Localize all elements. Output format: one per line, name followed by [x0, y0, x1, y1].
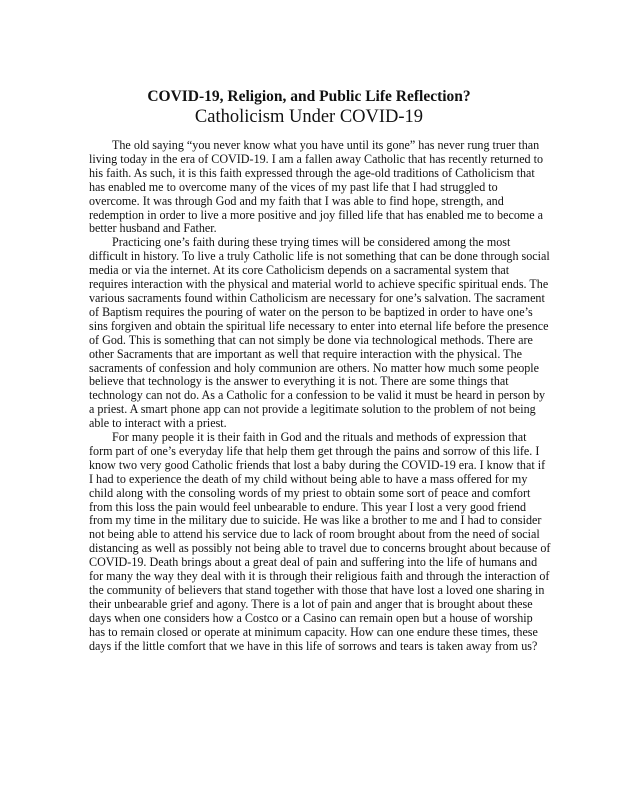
paragraph-1: The old saying “you never know what you have until its gone” has never rung truer than living today in the era of COVID-19. I am a fallen away Catholic that has recently returned to his faith. As such, it is this faith expressed through the age-old traditions of Catholicism that has enabled me to overcome many of the vices of my past life that I had struggled to overcome. It was through God and my faith that I was able to find hope, strength, and redemption in order to live a more positive and joy filled life that has enabled me to become a better husband and Father.: [89, 138, 544, 236]
document-subtitle: Catholicism Under COVID-19: [194, 107, 424, 127]
paragraph-3: For many people it is their faith in God and the rituals and methods of expression that form part of one’s everyday life that help them get through the pains and sorrow of this life. I know two very good Catholic friends that lost a baby during the COVID-19 era. I know that if I had to experience the death of my child without being able to have a mass offered for my child along with the consoling words of my priest to obtain some sort of peace and comfort from this loss the pain would feel unbearable to endure. This year I lost a very good friend from my time in the military due to suicide. He was like a brother to me and I had to consider not being able to attend his service due to lack of room brought about from the need of social distancing as well as possibly not being able to travel due to concerns brought about because of COVID-19. Death brings about a great deal of pain and suffering into the life of humans and for many the way they deal with it is through their religious faith and through the interaction of the community of believers that stand together with those that have lost a loved one sharing in their unbearable grief and agony. There is a lot of pain and anger that is brought about these days when one considers how a Costco or a Casino can remain open but a house of worship has to remain closed or operate at minimum capacity. How can one endure these times, these days if the little comfort that we have in this life of sorrows and tears is taken away from us?: [89, 430, 551, 653]
document-body: [89, 139, 551, 654]
paragraph-2: Practicing one’s faith during these trying times will be considered among the most difficult in history. To live a truly Catholic life is not something that can be done through social media or via the internet. At its core Catholicism depends on a sacramental system that requires interaction with the physical and material world to achieve specific spiritual ends. The various sacraments found within Catholicism are necessary for one’s salvation. The sacrament of Baptism requires the pouring of water on the person to be baptized in order to have one’s sins forgiven and obtain the spiritual life necessary to enter into eternal life before the presence of God. This is something that can not simply be done via technological methods. There are other Sacraments that are important as well that require interaction with the physical. The sacraments of confession and holy communion are others. No matter how much some people believe that technology is the answer to everything it is not. There are some things that technology can not do. As a Catholic for a confession to be valid it must be heard in person by a priest. A smart phone app can not provide a legitimate solution to the problem of not being able to interact with a priest.: [89, 235, 550, 431]
document-title: COVID-19, Religion, and Public Life Reflection?: [147, 88, 471, 105]
